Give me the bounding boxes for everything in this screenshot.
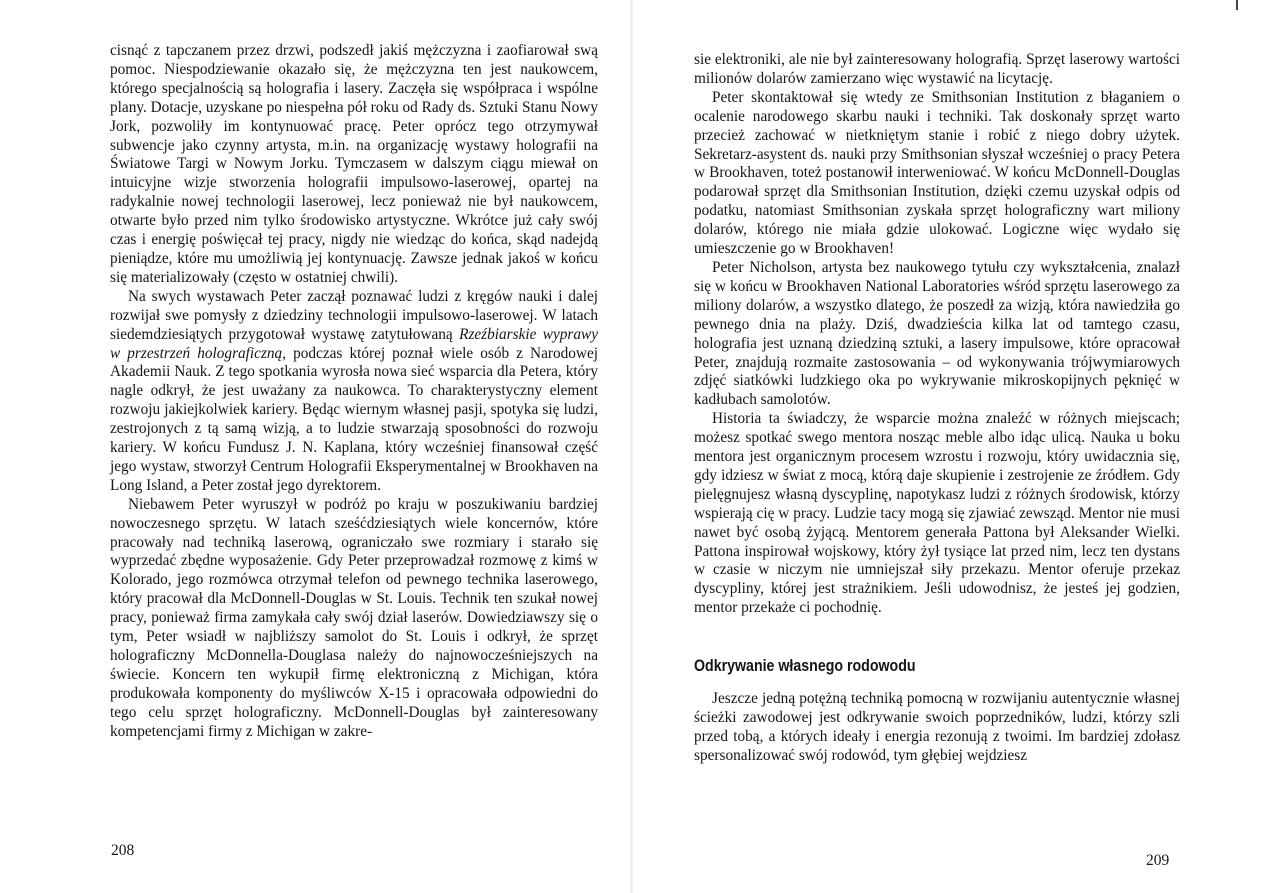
- right-page: [632, 0, 1263, 893]
- paragraph: Peter Nicholson, artysta bez naukowego tytułu czy wykształcenia, znalazł się w końcu w Brookhaven National Laboratories wśród sprzętu laserowego za miliony dolarów, a wszystko dlatego, że poszedł za wizją, która nawiedziła go pewnego dnia na plaży. Dziś, dwadzieścia kilka lat od tamtego czasu, holografia jest uznaną dziedziną sztuki, a lasery impulsowe, które opracował Peter, znajdują rozmaite zastosowania – od wykonywania trójwymiarowych zdjęć siatkówki ludzkiego oka po wykrywanie mikroskopijnych pęknięć w kadłubach samolotów.: [694, 258, 1180, 409]
- paragraph: Historia ta świadczy, że wsparcie można znaleźć w różnych miejscach; możesz spotkać swego mentora nosząc meble albo idąc ulicą. Nauka u boku mentora jest organicznym procesem wzrostu i rozwoju, który uwidacznia się, gdy idziesz w świat z mocą, którą daje skupienie i zestrojenie ze źródłem. Gdy pielęgnujesz własną dyscyplinę, napotykasz ludzi z różnych środowisk, którzy wspierają cię w pracy. Ludzie tacy mogą się zjawiać zewsząd. Mentor nie musi nawet być osobą żyjącą. Mentorem generała Pattona był Aleksander Wielki. Pattona inspirował wojskowy, który żył tysiące lat przed nim, lecz ten dystans w czasie w niczym nie umniejszał siły przekazu. Mentor oferuje przekaz dyscypliny, której jest strażnikiem. Jeśli udowodnisz, że jesteś jej godzien, mentor przekaże ci pochodnię.: [694, 410, 1180, 617]
- section-heading: Odkrywanie własnego rodowodu: [694, 657, 916, 676]
- paragraph: Peter skontaktował się wtedy ze Smithsonian Institution z błaganiem o ocalenie narodowego skarbu nauki i techniki. Tak doskonały sprzęt warto przecież zachować w nietkniętym stanie i robić z niego dobry użytek. Sekretarz-asystent ds. nauki przy Smithsonian słyszał wcześniej o pracy Petera w Brookhaven, toteż postanowił interweniować. W końcu McDonnell-Douglas podarował sprzęt dla Smithsonian Institution, dzięki czemu uzyskał odpis od podatku, natomiast Smithsonian zyskała sprzęt holograficzny wart miliony dolarów, którego nie miała gdzie ulokować. Logiczne więc wydało się umieszczenie go w Brookhaven!: [694, 88, 1180, 258]
- page-number: 209: [1146, 852, 1170, 869]
- paragraph-text: , podczas której poznał wiele osób z Narodowej Akademii Nauk. Z tego spotkania wyrosła nowa sieć wsparcia dla Petera, który nagle odkrył, że jest uważany za naukowca. To charakterystyczny element rozwoju jakiejkolwiek kariery. Będąc wiernym własnej pasji, spotyka się ludzi, zestrojonych z tą samą wizją, a to ludzie stwarzają sposobności do rozwoju kariery. W końcu Fundusz J. N. Kaplana, który wcześniej finansował część jego wystaw, stworzył Centrum Holografii Eksperymentalnej w Brookhaven na Long Island, a Peter został jego dyrektorem.: [110, 344, 598, 494]
- paragraph: [110, 288, 598, 496]
- exhibition-title: Rzeźbiarskie wyprawy w przestrzeń holograficzną: [110, 325, 599, 362]
- right-page-text: [694, 51, 1180, 766]
- paragraph-text: Na swych wystawach Peter zaczął poznawać ludzi z kręgów nauki i dalej rozwijał swe pomysły z dziedziny technologii impulsowo-laserowej. W latach siedemdziesiątych przygotował wystawę zatytułowaną: [110, 287, 598, 343]
- page-edge-mark: [1236, 0, 1238, 10]
- left-page-text: [110, 42, 598, 742]
- paragraph: sie elektroniki, ale nie był zainteresowany holografią. Sprzęt laserowy wartości milionów dolarów zamierzano więc wystawić na licytację.: [694, 51, 1180, 87]
- paragraph: Niebawem Peter wyruszył w podróż po kraju w poszukiwaniu bardziej nowoczesnego sprzętu. W latach sześćdziesiątych wiele koncernów, które pracowały nad techniką laserową, ograniczało swe rozmiary i starało się wyprzedać zbędne wyposażenie. Gdy Peter przeprowadzał rozmowę z kimś w Kolorado, jego rozmówca otrzymał telefon od pewnego technika laserowego, który pracował dla McDonnell-Douglas w St. Louis. Technik ten szukał nowej pracy, ponieważ firma zamykała cały swój dział laserów. Dowiedziawszy się o tym, Peter wsiadł w najbliższy samolot do St. Louis i odkrył, że sprzęt holograficzny McDonnella-Douglasa należy do najnowocześniejszych na świecie. Koncern ten wykupił firmę elektroniczną z Michigan, która produkowała komponenty do myśliwców X-15 i opracowała odpowiedni do tego celu sprzęt holograficzny. McDonnell-Douglas był zainteresowany kompetencjami firmy z Michigan w zakre-: [110, 495, 598, 740]
- paragraph: cisnąć z tapczanem przez drzwi, podszedł jakiś mężczyzna i zaofiarował swą pomoc. Niespodziewanie okazało się, że mężczyzna ten jest naukowcem, którego specjalnością są holografia i lasery. Zaczęła się współpraca i wspólne plany. Dotacje, uzyskane po niespełna pół roku od Rady ds. Sztuki Stanu Nowy Jork, pozwoliły im kontynuować pracę. Peter oprócz tego otrzymywał subwencje jako czynny artysta, m.in. na organizację wystawy holografii na Światowe Targi w Nowym Jorku. Tymczasem w dalszym ciągu miewał on intuicyjne wizje stworzenia holografii impulsowo-laserowej, opartej na radykalnie nowej technologii laserowej, lecz ponieważ nie był naukowcem, otwarte było przed nim tylko środowisko artystyczne. Wkrótce już cały swój czas i energię poświęcał tej pracy, nigdy nie wiedząc do końca, skąd nadejdą pieniądze, które mu umożliwią jej kontynuację. Zawsze jednak jakoś w końcu się materializowały (często w ostatniej chwili).: [110, 42, 598, 286]
- page-number: 208: [111, 842, 135, 859]
- paragraph: Jeszcze jedną potężną techniką pomocną w rozwijaniu autentycznie własnej ścieżki zawodowej jest odkrywanie swoich poprzedników, ludzi, którzy szli przed tobą, a których ideały i energia rezonują z twoimi. Im bardziej zdołasz spersonalizować swój rodowód, tym głębiej wejdziesz: [694, 690, 1180, 764]
